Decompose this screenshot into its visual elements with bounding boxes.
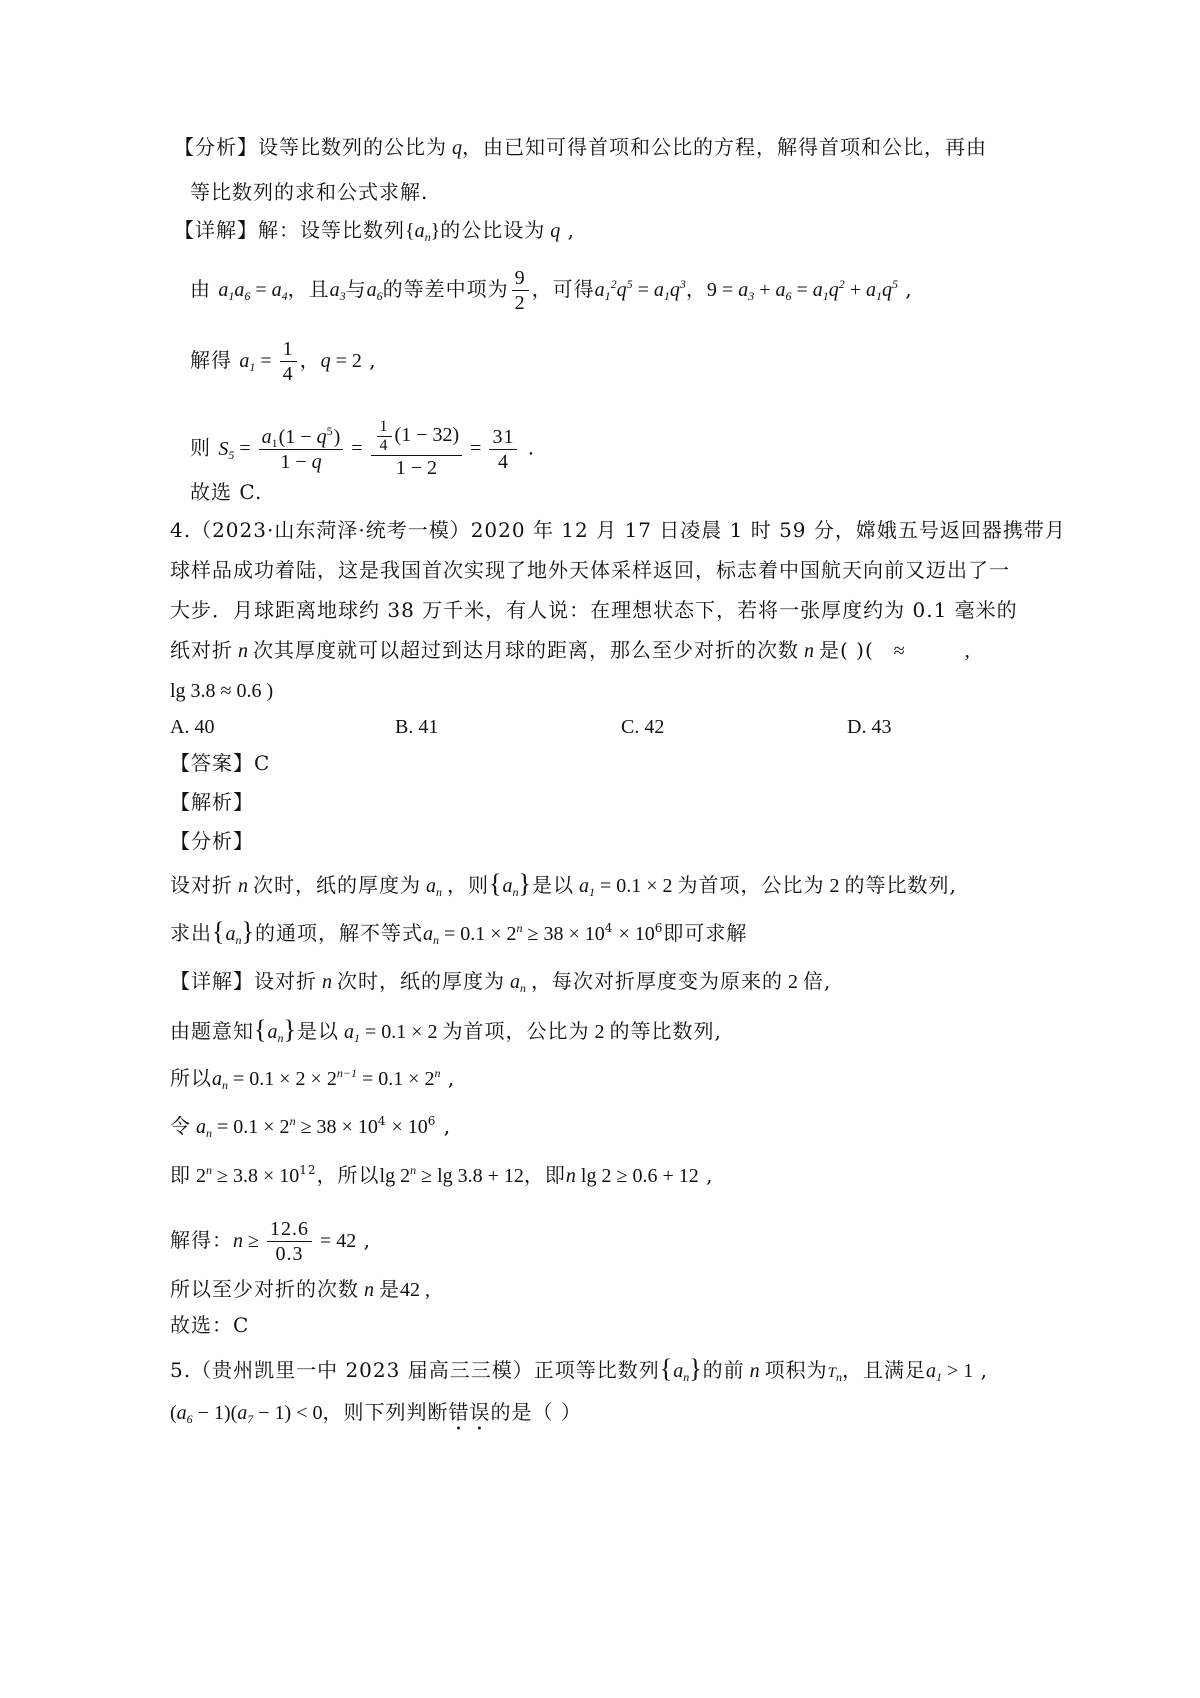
text: 球样品成功着陆，这是我国首次实现了地外天体采样返回，标志着中国航天向前又迈出了一: [170, 558, 1010, 582]
text: ，每次对折厚度变为原来的: [531, 969, 783, 993]
q4-detail-line-1: 【详解】设对折 n 次时，纸的厚度为 $a_n$ ，每次对折厚度变为原来的 2 倍,: [170, 969, 832, 995]
q4-detail-line-3: 所以$a_n = 0.1 \times 2 \times 2^{n-1} = 0.1 \times 2^n$ ,: [170, 1066, 456, 1092]
emphasized-text: 错误: [448, 1400, 491, 1424]
q4-stem-line-4: 纸对折 n 次其厚度就可以超过到达月球的距离，那么至少对折的次数 n 是( )( ≈ ,: [170, 638, 970, 662]
text: 的等差中项为: [382, 277, 509, 301]
q4-stem-line-3: [170, 596, 1018, 624]
text: 是( )(: [819, 638, 874, 662]
text: ，则下列判断: [322, 1400, 449, 1424]
q4-stem-line-1: [170, 516, 1066, 544]
q4-detail-line-5: 即 $2^n \ge 3.8 \times 10^{12}$，所以$\lg 2^n \ge \lg 3.8 + 12$，即n lg 2 ≥ 0.6 + 12 ,: [170, 1163, 714, 1187]
detail-label: 【详解】: [174, 218, 258, 242]
text: 的是（ ）: [490, 1400, 582, 1424]
q3-detail-line-4: 则 $S_5$ = $\frac{a_1(1 - q^5)}{1 - q}$ = $\frac{1}{4}$ (1 − 32) 1 − 2 = $\frac{31}{4}$ .: [190, 418, 536, 479]
q4-analysis-line-1: 设对折 n 次时，纸的厚度为 $a_n$ ，则$\{a_n\}$是以 $a_1 = 0.1 \times 2$ 为首项，公比为 2 的等比数列,: [170, 869, 957, 899]
text: 即可求解: [663, 921, 748, 945]
text: 与: [345, 277, 367, 301]
q3-analysis-line-2: [190, 178, 428, 206]
q3-choose: [190, 478, 262, 506]
text: 由题意知: [170, 1019, 254, 1043]
text: 项积为: [764, 1358, 828, 1382]
text: 即: [170, 1163, 191, 1187]
text: 【分析】: [170, 829, 254, 853]
text: 故选 C.: [190, 480, 263, 504]
text: 由: [190, 277, 211, 301]
text: 大步．月球距离地球约 38 万千米，有人说：在理想状态下，若将一张厚度约为 0.1 毫米的: [170, 598, 1018, 622]
text: 设等比数列的公比为: [258, 135, 447, 159]
q3-detail-line-2: 由 $a_1a_6 = a_4$，且$a_3$与$a_6$的等差中项为 $\frac{9}{2}$ ，可得$a_1^2q^5 = a_1q^3$，$9 = a_3 + a_6 = a_1q^2 + a_1q^5$ ,: [190, 267, 913, 314]
text: 解得: [190, 348, 232, 372]
q4-answer: [170, 749, 270, 777]
q4-stem-line-2: [170, 556, 1010, 584]
text: ，所以: [316, 1163, 380, 1187]
text: ，由已知可得首项和公比的方程，解得首项和公比，再由: [462, 135, 987, 159]
text: ，且: [287, 277, 330, 301]
q4-jiexi-label: [170, 788, 254, 816]
text: 为首项，公比为: [442, 1019, 590, 1043]
text: ，且满足: [842, 1358, 927, 1382]
q4-option-c: C. 42: [621, 716, 665, 738]
text: 次其厚度就可以超过到达月球的距离，那么至少对折的次数: [253, 638, 799, 662]
q4-analysis-line-2: 求出$\{a_n\}$的通项，解不等式$a_n = 0.1 \times 2^n \ge 38 \times 10^4 \times 10^6$即可求解: [170, 917, 748, 947]
text: ，即: [523, 1163, 566, 1187]
text: 设对折: [254, 969, 317, 993]
text: 纸对折: [170, 638, 233, 662]
q4-analysis-label: [170, 827, 254, 855]
text: 【详解】: [170, 969, 254, 993]
q4-detail-line-2: 由题意知$\{a_n\}$是以 $a_1 = 0.1 \times 2$ 为首项，公比为 2 的等比数列,: [170, 1015, 722, 1045]
text: 的等比数列,: [844, 873, 957, 897]
q5-stem-line-2: $(a_6 - 1)(a_7 - 1) < 0$，则下列判断错误的是（ ）: [170, 1400, 582, 1426]
q4-detail-line-4: 令 $a_n = 0.1 \times 2^n \ge 38 \times 10^4 \times 10^6$ ,: [170, 1114, 452, 1140]
text: 令: [170, 1114, 191, 1138]
text: 所以至少对折的次数: [170, 1277, 359, 1301]
text: 是以: [296, 1019, 339, 1043]
text: 则: [190, 435, 211, 460]
text: 【解析】: [170, 790, 254, 814]
q4-option-b: B. 41: [395, 716, 439, 738]
text: 的前: [702, 1358, 745, 1382]
analysis-label: 【分析】: [174, 135, 258, 159]
text: 为首项，公比为: [677, 873, 825, 897]
q3-detail-line-3: 解得 $a_1$ = $\frac{1}{4}$ ，q = 2 ,: [190, 338, 377, 385]
text: lg 3.8 ≈ 0.6 ): [170, 680, 274, 702]
text: 等比数列的求和公式求解.: [190, 180, 429, 204]
q4-least-line: 所以至少对折的次数 n 是42 ,: [170, 1277, 430, 1301]
text: 设对折: [170, 873, 233, 897]
q3-detail-line-1: 【详解】解：设等比数列$\{a_n\}$的公比设为 q ,: [174, 218, 575, 244]
text: 求出: [170, 921, 212, 945]
q5-stem-line-1: 5.（贵州凯里一中 2023 届高三三模）正项等比数列$\{a_n\}$的前 n 项积为$T_n$，且满足$a_1 > 1$ ,: [170, 1354, 989, 1384]
text: 次时，纸的厚度为: [253, 873, 421, 897]
text: 【答案】C: [170, 751, 271, 775]
text: 的等比数列,: [609, 1019, 722, 1043]
text: 所以: [170, 1066, 212, 1090]
text: 4.（2023·山东菏泽·统考一模）2020 年 12 月 17 日凌晨 1 时 59 分，嫦娥五号返回器携带月: [170, 518, 1066, 542]
text: 的通项，解不等式: [254, 921, 423, 945]
text: 倍,: [803, 969, 832, 993]
text: 故选：C: [170, 1313, 250, 1337]
text: 是以: [531, 873, 574, 897]
text: 5.（贵州凯里一中 2023 届高三三模）正项等比数列: [170, 1358, 660, 1382]
q4-stem-line-5: [170, 677, 273, 705]
text: 的公比设为: [440, 218, 546, 242]
text: 42 ,: [400, 1279, 430, 1301]
text: 是: [379, 1277, 400, 1301]
text: ，可得: [531, 277, 595, 301]
text: 解：设等比数列: [258, 218, 405, 242]
text: ，则: [447, 873, 489, 897]
q3-analysis-line-1: 【分析】设等比数列的公比为 q，由已知可得首项和公比的方程，解得首项和公比，再由: [174, 135, 987, 159]
q4-detail-line-6: 解得：n ≥ $\frac{12.6}{0.3}$ = 42 ,: [170, 1218, 371, 1265]
text: 次时，纸的厚度为: [337, 969, 505, 993]
text: 解得：: [170, 1228, 233, 1252]
q4-option-a: A. 40: [170, 716, 215, 738]
q4-choose: [170, 1311, 249, 1339]
q4-option-d: D. 43: [847, 716, 892, 738]
